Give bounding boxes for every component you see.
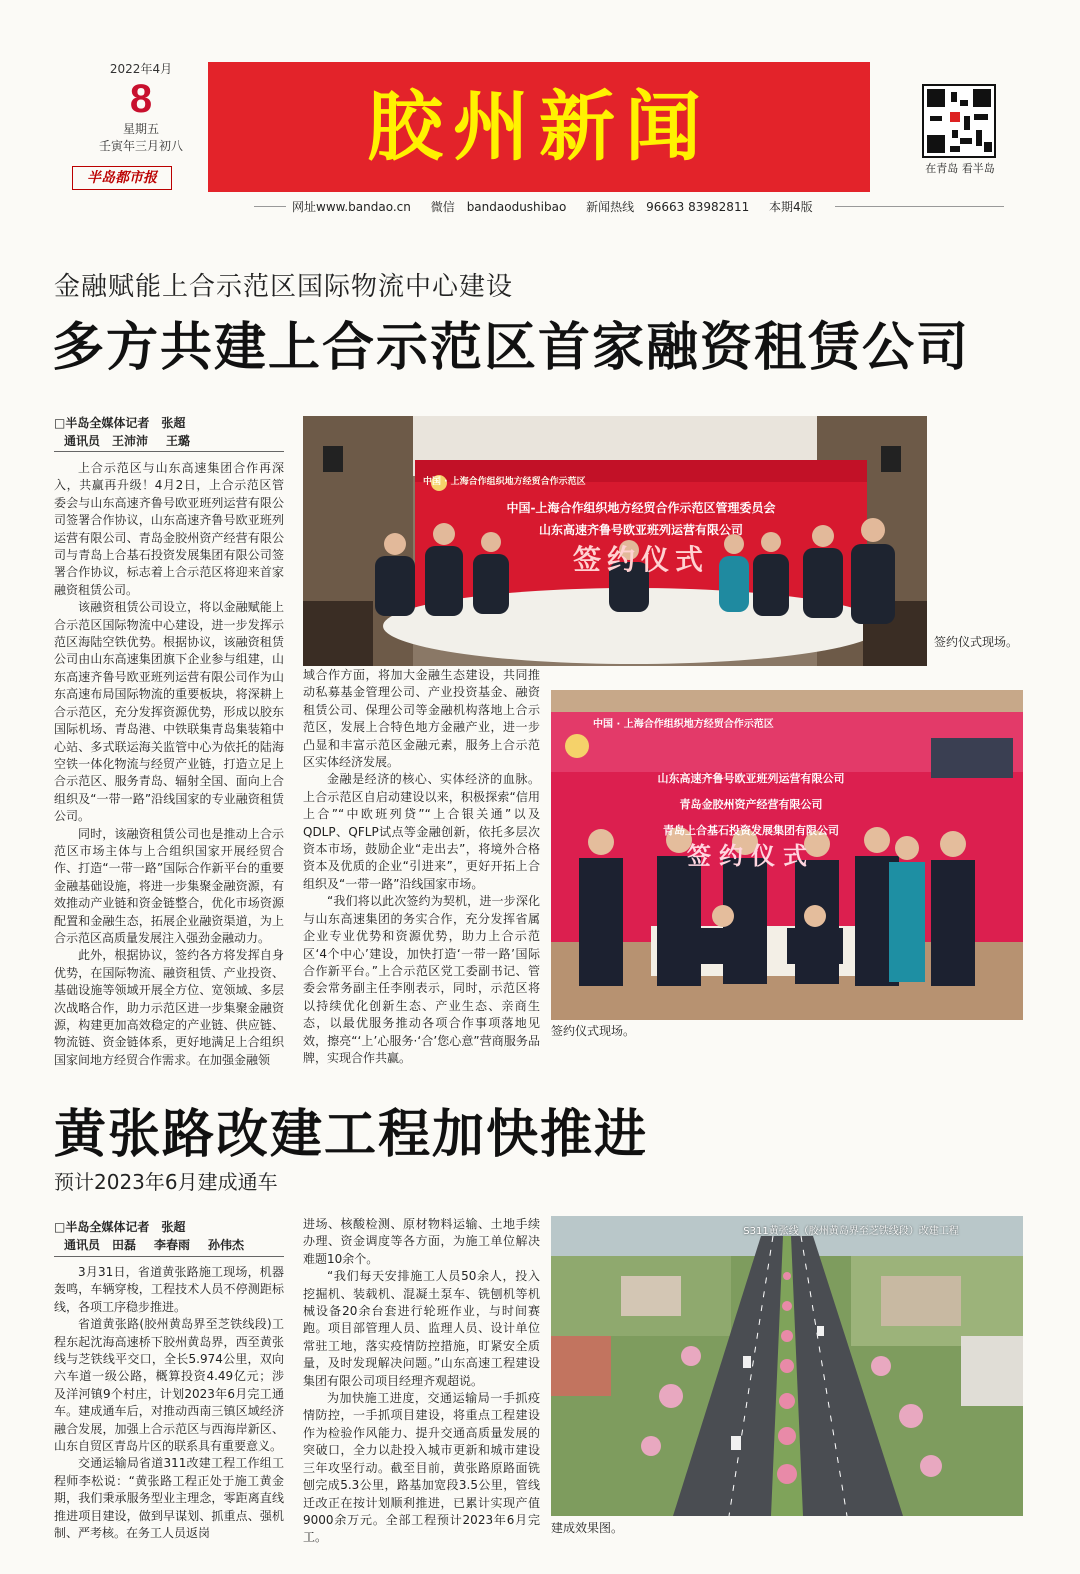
- website-text: 网址www.bandao.cn: [292, 200, 411, 214]
- byline-rule: [54, 451, 284, 452]
- photo2-top-tag: 中国 · 上海合作组织地方经贸合作示范区: [593, 719, 774, 730]
- paragraph: 交通运输局省道311改建工程工作组工程师李松说：“黄张路工程正处于施工黄金期，我们秉承服务型业主理念，零距离直线推进项目建设，做到早谋划、抓重点、强机制、严考核。在务工人员返岗: [54, 1456, 284, 1541]
- article1-column-1: [54, 460, 284, 1067]
- byline-reporter: □半岛全媒体记者 张超: [54, 416, 186, 430]
- photo1-top-tag: 中国 · 上海合作组织地方经贸合作示范区: [423, 477, 586, 487]
- wechat-text: 微信 bandaodushibao: [430, 200, 567, 214]
- paragraph: 域合作方面，将加大金融生态建设，共同推动私募基金管理公司、产业投资基金、融资租赁公司、保理公司等金融机构落地上合示范区，发展上合特色地方金融产业，进一步凸显和丰富示范区金融元素，服务上合示范区实体经济发展。: [303, 668, 540, 770]
- photo1-banner-big: 签约仪式: [572, 543, 709, 576]
- byline-correspondent: 通讯员 王沛沛: [64, 434, 149, 448]
- paragraph: “我们将以此次签约为契机，进一步深化与山东高速集团的务实合作，充分发挥省属企业专业优势和资源优势，助力上合示范区‘4个中心’建设，加快打造‘一带一路’国际合作新平台。”上合示范区党工委副书记、管委会常务副主任李刚表示，同时，示范区将以持续优化创新生态、产业生态、亲商生态，以最优服务推动各项合作事项落地见效，擦亮“‘上’心服务·‘合’您心意”营商服务品牌，实现合作共赢。: [303, 894, 540, 1065]
- article1-column-2: [303, 667, 540, 1065]
- photo1-banner-line1: 中国-上海合作组织地方经贸合作示范区管理委员会: [506, 501, 776, 515]
- qr-caption: 在青岛 看半岛: [925, 162, 995, 175]
- byline-correspondent: 通讯员 田磊: [64, 1238, 137, 1252]
- road-rendering-image: [551, 1216, 1023, 1516]
- byline-correspondent-2: 李春雨: [154, 1238, 191, 1252]
- photo3-caption: 建成效果图。: [551, 1521, 624, 1535]
- paragraph: 此外，根据协议，签约各方将发挥自身优势，在国际物流、融资租赁、产业投资、基础设施等领域开展全方位、宽领域、多层次战略合作，助力示范区进一步集聚金融资源，构建更加高效稳定的产业链、供应链、物流链、资金链体系，更好地满足上合组织国家间地方经贸合作需求。在加强金融领: [54, 948, 284, 1067]
- paragraph: 进场、核酸检测、原材物料运输、土地手续办理、资金调度等各方面，为施工单位解决难题10余个。: [303, 1217, 540, 1266]
- byline-correspondent-2: 王璐: [166, 434, 191, 448]
- article2-column-2: [303, 1216, 540, 1545]
- date-year-month: 2022年4月: [109, 62, 173, 76]
- photo1-caption: 签约仪式现场。: [934, 635, 1019, 649]
- paragraph: “我们每天安排施工人员50余人，投入挖掘机、装载机、混凝土泵车、铣刨机等机械设备20余台套进行轮班作业，与时间赛跑。项目部管理人员、监理人员、设计单位常驻工地，落实疫情防控措施，盯紧安全质量，及时发现解决问题。”山东高速工程建设集团有限公司项目经理齐观超说。: [303, 1269, 540, 1388]
- article1-byline: [54, 414, 284, 450]
- article1-photo-2: [551, 690, 1023, 1020]
- paragraph: 省道黄张路(胶州黄岛界至芝铁线段)工程东起沈海高速桥下胶州黄岛界，西至黄张线与芝铁线平交口，全长5.974公里，双向六车道一级公路，概算投资4.49亿元；涉及洋河镇9个村庄，计划2023年6月完工通车。建成通车后，对推动西南三镇区域经济融合发展，加强上合示范区与西海岸新区、山东自贸区青岛片区的联系具有重要意义。: [54, 1317, 284, 1454]
- date-day: 8: [129, 77, 153, 121]
- qr-code-icon[interactable]: [922, 84, 996, 158]
- byline-correspondent-3: 孙伟杰: [208, 1238, 245, 1252]
- article2-headline: 黄张路改建工程加快推进: [54, 1105, 649, 1165]
- date-block: [86, 60, 196, 155]
- article2-byline: [54, 1218, 284, 1254]
- photo2-banner-line1: 山东高速齐鲁号欧亚班列运营有限公司: [657, 772, 845, 785]
- paragraph: 金融是经济的核心、实体经济的血脉。上合示范区自启动建设以来，积极探索“信用上合”“中欧班列贷”“上合银关通”以及QDLP、QFLP试点等金融创新，依托多层次资本市场，鼓励企业“走出去”，将境外合格资本及优质的企业“引进来”，更好开拓上合组织及“一带一路”沿线国家市场。: [303, 772, 540, 891]
- article2-column-1: [54, 1264, 284, 1541]
- date-lunar: 壬寅年三月初八: [98, 139, 183, 153]
- photo1-banner-line2: 山东高速齐鲁号欧亚班列运营有限公司: [538, 523, 743, 537]
- article2-kicker: 预计2023年6月建成通车: [54, 1170, 278, 1194]
- photo2-banner-line3: 青岛上合基石投资发展集团有限公司: [663, 824, 839, 837]
- photo2-caption: 签约仪式现场。: [551, 1024, 636, 1038]
- article2-photo-rendering: [551, 1216, 1023, 1516]
- byline-reporter: □半岛全媒体记者 张超: [54, 1220, 186, 1234]
- info-bar: [286, 198, 835, 215]
- article1-headline: 多方共建上合示范区首家融资租赁公司: [52, 318, 971, 378]
- photo1-banner-text: [423, 474, 859, 576]
- date-weekday: 星期五: [122, 122, 159, 136]
- article1-photo-1: [303, 416, 927, 666]
- paper-logo: 半岛都市报: [72, 166, 172, 190]
- edition-text: 本期4版: [769, 200, 813, 214]
- paragraph: 同时，该融资租赁公司也是推动上合示范区市场主体与上合组织国家开展经贸合作、打造“一带一路”国际合作新平台的重要金融基础设施，将进一步集聚金融资源，有效推动产业链和资金链整合，优化市场资源配置和金融生态，拓展企业融资渠道，为上合示范区高质量发展注入强劲金融动力。: [54, 826, 284, 945]
- paragraph: 为加快施工进度，交通运输局一手抓疫情防控，一手抓项目建设，将重点工程建设作为检验作风能力、提升交通高质量发展的突破口，全力以赴投入城市更新和城市建设三年攻坚行动。截至目前，黄张路原路面铣刨完成5.3公里，路基加宽段3.5公里，管线迁改正在按计划顺利推进，已累计实现产值9000余万元。全部工程预计2023年6月完工。: [303, 1391, 540, 1545]
- photo2-banner-text: [561, 718, 941, 870]
- byline-rule: [54, 1256, 284, 1257]
- photo3-banner: S311黄张线（胶州黄岛界至芝铁线段）改建工程: [743, 1226, 959, 1237]
- hotline-text: 新闻热线 96663 83982811: [586, 200, 750, 214]
- photo2-banner-big: 签约仪式: [687, 842, 815, 870]
- paragraph: 上合示范区与山东高速集团合作再深入，共赢再升级！4月2日，上合示范区管委会与山东高速齐鲁号欧亚班列运营有限公司签署合作协议，山东高速齐鲁号欧亚班列运营有限公司、青岛金胶州资产经营有限公司与青岛上合基石投资发展集团有限公司签署合作协议，标志着上合示范区将迎来首家融资租赁公司。: [54, 461, 284, 597]
- paragraph: 该融资租赁公司设立，将以金融赋能上合示范区国际物流中心建设，进一步发挥示范区海陆空铁优势。根据协议，该融资租赁公司由山东高速集团旗下企业参与组建，山东高速齐鲁号欧亚班列运营有限公司作为山东高速布局国际物流的重要板块，将深耕上合示范区，充分发挥资源优势，形成以胶东国际机场、青岛港、中铁联集青岛集装箱中心站、多式联运海关监管中心为依托的陆海空铁一体化物流与经贸产业链，打造立足上合示范区、服务青岛、辐射全国、面向上合组织及“一带一路”沿线国家的专业融资租赁公司。: [54, 600, 284, 824]
- paragraph: 3月31日，省道黄张路施工现场，机器轰鸣，车辆穿梭，工程技术人员不停测距标线，各项工序稳步推进。: [54, 1265, 284, 1314]
- article1-kicker: 金融赋能上合示范区国际物流中心建设: [54, 272, 514, 302]
- photo2-banner-line2: 青岛金胶州资产经营有限公司: [679, 798, 823, 811]
- masthead-title: 胶州新闻: [367, 82, 711, 171]
- masthead-banner: [208, 62, 870, 192]
